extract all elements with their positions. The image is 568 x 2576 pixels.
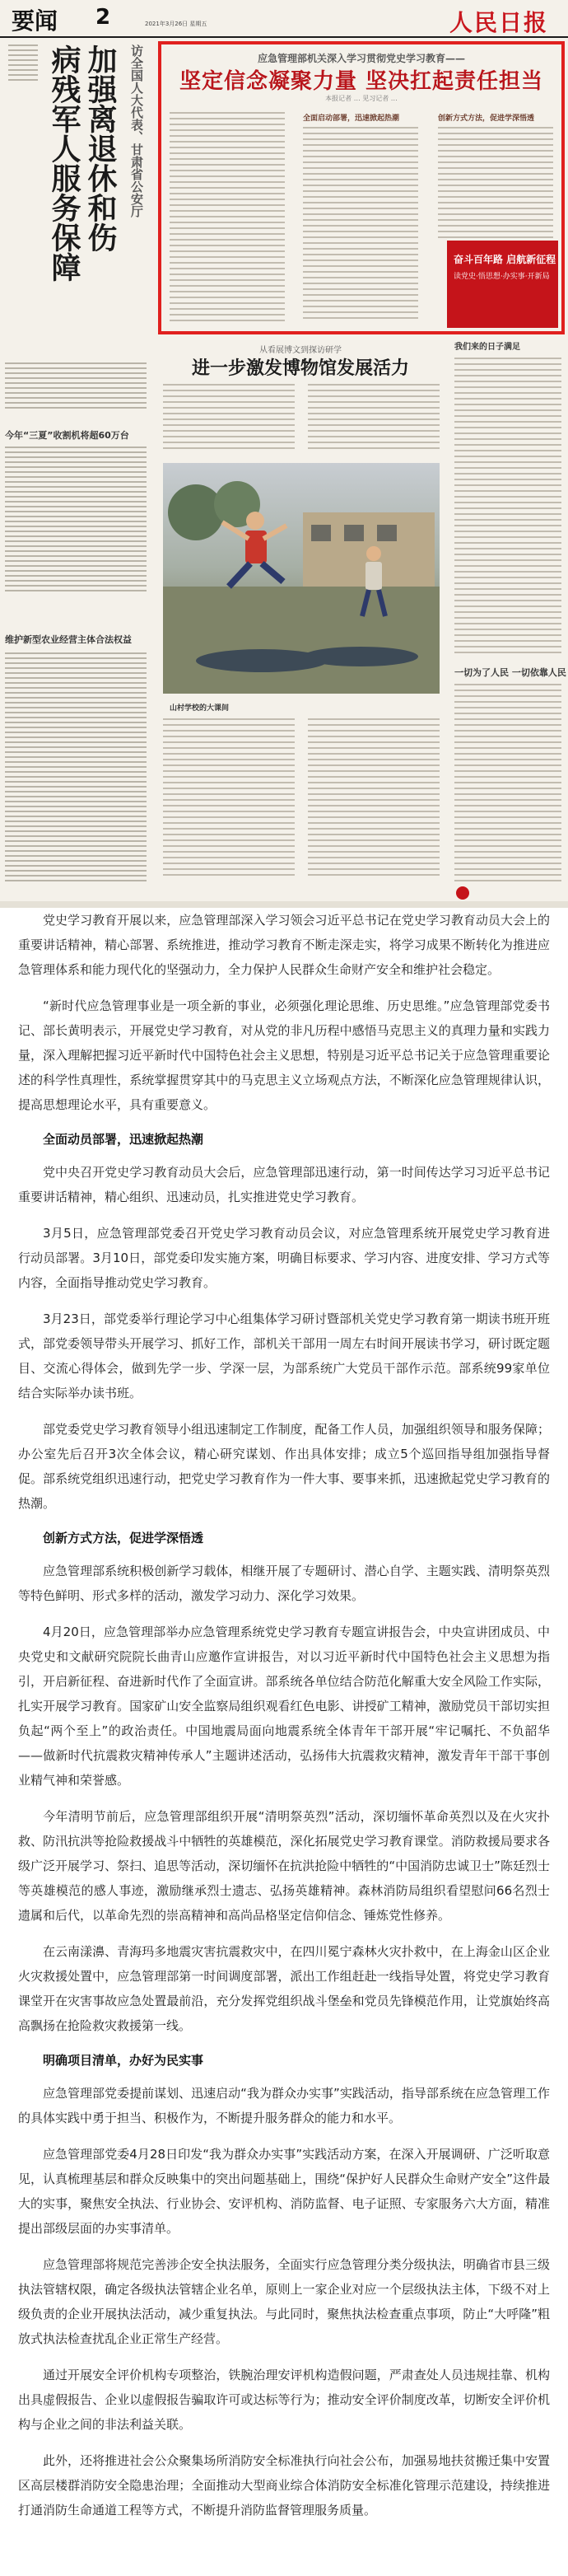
second-text-column-3 xyxy=(163,718,295,880)
section-label: 要闻 xyxy=(12,7,58,35)
section-heading: 创新方式方法，促进学深悟透 xyxy=(43,1531,204,1545)
sidebar-title: 我们来的日子满足 xyxy=(454,343,520,352)
left-text-lines xyxy=(8,44,41,84)
paragraph: 党史学习教育开展以来，应急管理部深入学习领会习近平总书记在党史学习教育动员大会上的重要讲话精神，精心部署、系统推进，推动学习教育不断走深走实，将学习成果不断转化为推进应急管理体系和能力现代化的坚强动力，全力保护人民群众生命财产安全和维护社会稳定。 xyxy=(18,913,550,977)
feature-headline: 坚定信念凝聚力量 坚决扛起责任担当 xyxy=(179,69,544,94)
feature-column-1 xyxy=(170,112,285,325)
left-text-block-3 xyxy=(5,652,147,885)
sidebar-title-2: 一切为了人民 一切依靠人民 xyxy=(454,667,566,678)
photo-caption: 山村学校的大课间 xyxy=(170,704,230,713)
vertical-subtitle: 访全国人大代表、甘肃省公安厅 xyxy=(129,44,144,217)
section-heading: 明确项目清单，办好为民实事 xyxy=(43,2053,204,2068)
paragraph: 党中央召开党史学习教育动员大会后，应急管理部迅速行动，第一时间传达学习习近平总书记重要讲话精神，精心组织、迅速动员，扎实推进党史学习教育。 xyxy=(18,1165,550,1204)
second-text-column-1 xyxy=(163,384,295,453)
paragraph: 此外，还将推进社会公众聚集场所消防安全标准执行向社会公布，加强易地扶贫搬迁集中安置区高层楼群消防安全隐患治理；全面推动大型商业综合体消防安全标准化管理示范建设，持续推进打通消防生命通道工程等方式，不断提升消防监督管理服务质量。 xyxy=(18,2453,550,2518)
paragraph: 应急管理部将规范完善涉企安全执法服务，全面实行应急管理分类分级执法，明确省市县三级执法管辖权限，确定各级执法管辖企业名单，原则上一家企业对应一个层级执法主体，下级不对上级负责的企业开展执法活动，减少重复执法。与此同时，聚焦执法检查重点事项，防止“大呼隆”粗放式执法检查扰乱企业正常生产经营。 xyxy=(18,2257,550,2346)
page-header xyxy=(0,0,568,38)
right-column xyxy=(156,40,568,908)
article-body xyxy=(0,908,568,2534)
feature-subhead-1: 全面启动部署，迅速掀起热潮 xyxy=(303,115,400,123)
vertical-headline xyxy=(5,44,147,358)
paragraph: 3月5日，应急管理部党委召开党史学习教育动员会议，对应急管理系统开展党史学习教育进行动员部署。3月10日，部党委印发实施方案，明确目标要求、学习内容、进度安排、学习方式等内容，全面指导推动党史学习教育。 xyxy=(18,1226,550,1290)
brief-title: 今年“三夏”收割机将超60万台 xyxy=(5,430,129,441)
paragraph: 4月20日，应急管理部举办应急管理系统党史学习教育专题宣讲报告会，中央宣讲团成员、中央党史和文献研究院院长曲青山应邀作宣讲报告，对以习近平新时代中国特色社会主义思想为指引，开启新征程、奋进新时代作了全面宣讲。部系统各单位结合防范化解重大安全风险工作实际，扎实开展学习教育。国家矿山安全监察局组织观看红色电影、讲授矿工精神，激励党员干部切实担负起“两个至上”的政治责任。中国地震局面向地震系统全体青年干部开展“牢记嘱托、不负韶华——做新时代抗震救灾精神传承人”主题讲述活动，弘扬伟大抗震救灾精神，激发青年干部干事创业精气神和荣誉感。 xyxy=(18,1625,550,1788)
feature-article-box xyxy=(158,41,565,334)
promo-line-2: 读党史·悟思想·办实事·开新局 xyxy=(454,273,550,281)
second-text-column-2 xyxy=(308,384,440,453)
promo-line-1: 奋斗百年路 启航新征程 xyxy=(454,254,556,265)
sidebar-text-2 xyxy=(454,684,561,886)
paragraph: 今年清明节前后，应急管理部组织开展“清明祭英烈”活动，深切缅怀革命英烈以及在火灾扑救、防汛抗洪等抢险救援战斗中牺牲的英雄模范，深化拓展党史学习教育课堂。消防救援局要求各级广泛开展学习、祭扫、追思等活动，深切缅怀在抗洪抢险中牺牲的“中国消防忠诚卫士”陈廷烈士等英雄模范的感人事迹，激励继承烈士遗志、弘扬英雄精神。森林消防局组织看望慰问66名烈士遗属和后代，以革命先烈的崇高精神和高尚品格坚定信仰信念、锤炼党性修养。 xyxy=(18,1809,550,1923)
seal-icon xyxy=(456,886,469,900)
left-text-block-1 xyxy=(5,362,147,412)
section-heading: 全面动员部署，迅速掀起热潮 xyxy=(43,1132,204,1147)
paragraph: 通过开展安全评价机构专项整治，铁腕治理安评机构造假问题，严肃查处人员违规挂靠、机构出具虚假报告、企业以虚假报告骗取许可或达标等行为；推动安全评价制度改革，切断安全评价机构与企业之间的非法利益关联。 xyxy=(18,2368,550,2432)
paragraph: 应急管理部系统积极创新学习载体，相继开展了专题研讨、潜心自学、主题实践、清明祭英烈等特色鲜明、形式多样的活动，激发学习动力、深化学习效果。 xyxy=(18,1564,550,1603)
paragraph: “新时代应急管理事业是一项全新的事业，必须强化理论思维、历史思维。”应急管理部党委书记、部长黄明表示，开展党史学习教育，对从党的非凡历程中感悟马克思主义的真理力量和实践力量，深入理解把握习近平新时代中国特色社会主义思想，特别是习近平总书记关于应急管理重要论述的科学性真理性，系统掌握贯穿其中的马克思主义立场观点方法，不断深化应急管理规律认识，提高思想理论水平，具有重要意义。 xyxy=(18,998,550,1112)
second-headline: 进一步激发博物馆发展活力 xyxy=(191,358,409,379)
feature-kicker: 应急管理部机关深入学习贯彻党史学习教育—— xyxy=(257,53,465,64)
newspaper-page-scan xyxy=(0,0,568,908)
paragraph: 在云南漾濞、青海玛多地震灾害抗震救灾中，在四川冕宁森林火灾扑救中，在上海金山区企业火灾救援处置中，应急管理部第一时间调度部署，派出工作组赶赴一线指导处置，将党史学习教育课堂开在灾害事故应急处置最前沿，充分发挥党组织战斗堡垒和党员先锋模范作用，让党旗始终高高飘扬在抢险救灾救援第一线。 xyxy=(18,1944,550,2033)
sidebar-text xyxy=(454,358,561,657)
paragraph: 应急管理部党委4月28日印发“我为群众办实事”实践活动方案，在深入开展调研、广泛听取意见，认真梳理基层和群众反映集中的突出问题基础上，围绕“保护好人民群众生命财产安全”这件最大的实事，聚焦安全执法、行业协会、安评机构、消防监督、电子证照、专家服务六大方面，精准提出部级层面的办实事清单。 xyxy=(18,2147,550,2236)
second-kicker: 从看展博文到探访研学 xyxy=(259,346,342,355)
feature-byline: 本报记者 … 见习记者 … xyxy=(325,95,398,102)
feature-subhead-2: 创新方式方法，促进学深悟透 xyxy=(438,115,535,123)
paragraph: 部党委党史学习教育领导小组迅速制定工作制度，配备工作人员，加强组织领导和服务保障；办公室先后召开3次全体会议，精心研究谋划、作出具体安排；成立5个巡回指导组加强指导督促。部系统党组织迅速行动，把党史学习教育作为一件大事、要事来抓，迅速掀起党史学习教育的热潮。 xyxy=(18,1422,550,1511)
left-text-block-2 xyxy=(5,446,147,595)
second-text-column-4 xyxy=(308,718,440,880)
scan-edge xyxy=(0,901,568,908)
feature-column-3 xyxy=(438,127,553,242)
masthead-logo: 人民日报 xyxy=(449,9,548,36)
vertical-headline-line-1: 加强离退休和伤 xyxy=(83,44,118,252)
left-column xyxy=(0,40,151,908)
news-photo xyxy=(163,463,440,694)
paragraph: 3月23日，部党委举行理论学习中心组集体学习研讨暨部机关党史学习教育第一期读书班开班式，部党委领导带头开展学习、抓好工作，部机关干部用一周左右时间开展读书学习，研讨既定题目、交流心得体会，做到先学一步、学深一层，为部系统广大党员干部作示范。部系统99家单位结合实际举办读书班。 xyxy=(18,1311,550,1400)
section-number: 2 xyxy=(95,5,111,30)
bottom-left-title: 维护新型农业经营主体合法权益 xyxy=(5,634,132,645)
feature-column-2 xyxy=(303,127,418,323)
vertical-headline-line-2: 病残军人服务保障 xyxy=(47,44,81,282)
promo-banner xyxy=(447,241,558,328)
jumping-children-illustration xyxy=(163,463,440,694)
paragraph: 应急管理部党委提前谋划、迅速启动“我为群众办实事”实践活动，指导部系统在应急管理工作的具体实践中勇于担当、积极作为，不断提升服务群众的能力和水平。 xyxy=(18,2086,550,2125)
date-line: 2021年3月26日 星期五 xyxy=(145,21,207,27)
